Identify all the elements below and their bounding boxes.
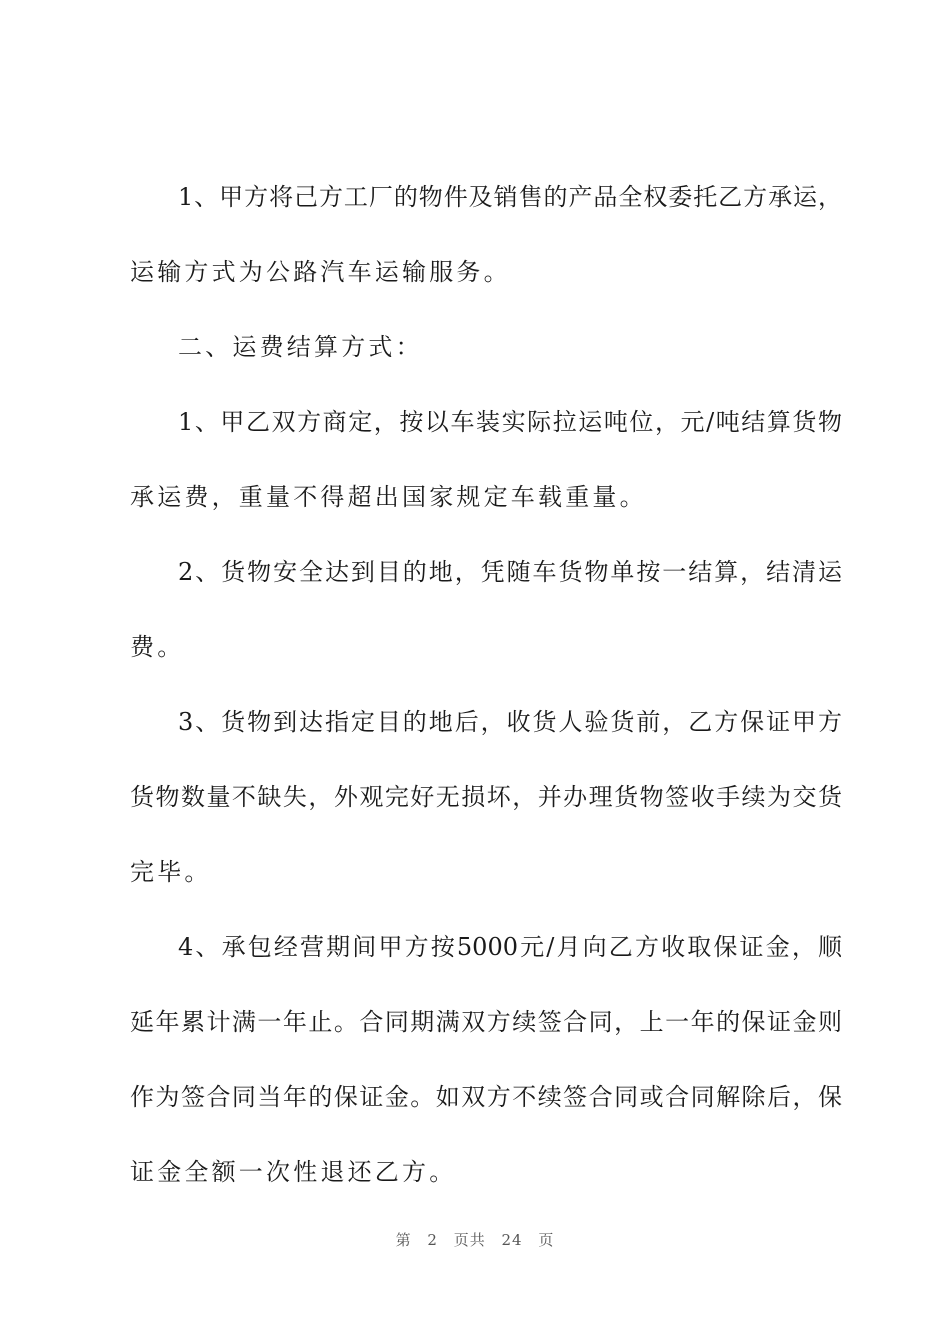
footer-current-page: 2 xyxy=(427,1231,438,1249)
footer-label-page: 第 xyxy=(395,1231,412,1249)
paragraph-line: 货物数量不缺失，外观完好无损坏，并办理货物签收手续为交货 xyxy=(130,783,842,811)
footer-label-end: 页 xyxy=(538,1231,555,1249)
paragraph-line: 作为签合同当年的保证金。如双方不续签合同或合同解除后，保 xyxy=(130,1083,842,1111)
footer-total-pages: 24 xyxy=(501,1231,523,1249)
footer-label-of: 页共 xyxy=(453,1231,486,1249)
paragraph-line: 3、货物到达指定目的地后，收货人验货前，乙方保证甲方 xyxy=(178,708,842,736)
page-footer xyxy=(0,1229,950,1250)
paragraph-line: 运输方式为公路汽车运输服务。 xyxy=(130,258,511,286)
section-heading: 二、运费结算方式： xyxy=(178,333,423,361)
paragraph-line: 完毕。 xyxy=(130,858,212,886)
paragraph-line: 证金全额一次性退还乙方。 xyxy=(130,1158,457,1186)
paragraph-line: 4、承包经营期间甲方按5000元/月向乙方收取保证金，顺 xyxy=(178,933,842,961)
paragraph-line: 2、货物安全达到目的地，凭随车货物单按一结算，结清运 xyxy=(178,558,842,586)
paragraph-line: 延年累计满一年止。合同期满双方续签合同，上一年的保证金则 xyxy=(130,1008,842,1036)
paragraph-line: 费。 xyxy=(130,633,185,661)
paragraph-line: 承运费，重量不得超出国家规定车载重量。 xyxy=(130,483,647,511)
paragraph-line: 1、甲方将己方工厂的物件及销售的产品全权委托乙方承运， xyxy=(178,183,842,211)
paragraph-line: 1、甲乙双方商定，按以车装实际拉运吨位，元/吨结算货物 xyxy=(178,408,842,436)
